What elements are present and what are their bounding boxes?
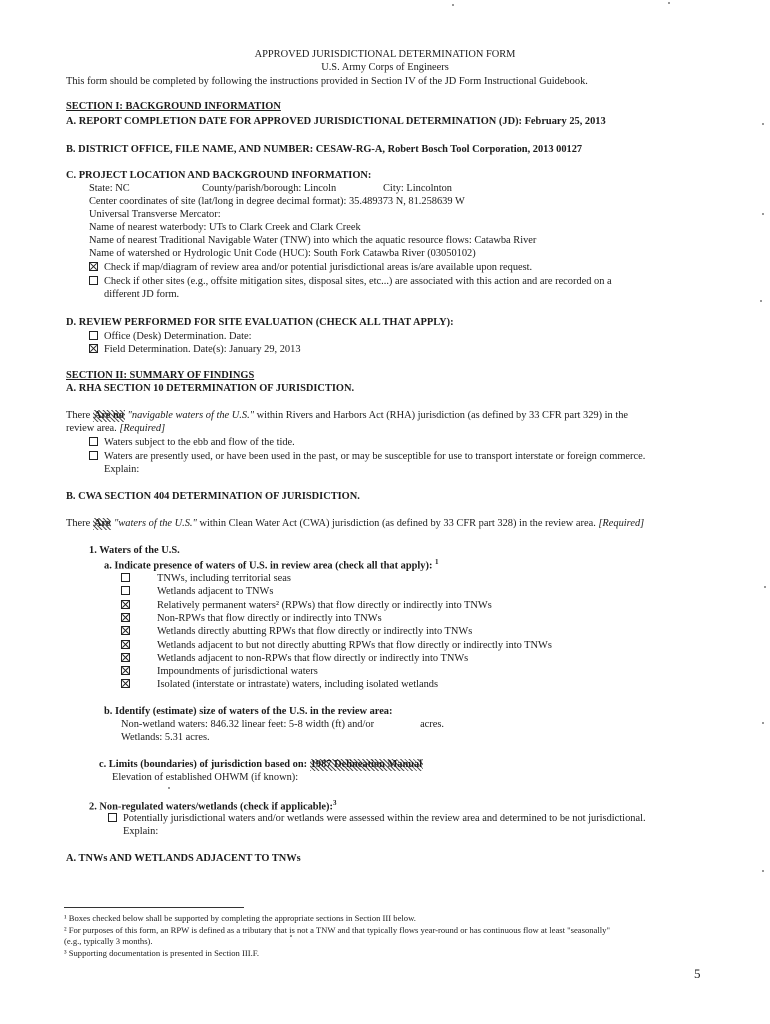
office-determination-label: Office (Desk) Determination. Date: [104,331,252,342]
scan-speck [762,722,764,724]
wetlands-acres: Wetlands: 5.31 acres. [121,732,210,743]
waters-type-row [121,600,492,612]
waters-type-label: Impoundments of jurisdictional waters [157,666,318,678]
rha-statement-rest: within Rivers and Harbors Act (RHA) jurisdiction (as defined by 33 CFR part 329) in the [254,410,629,421]
city-field: City: Lincolnton [383,183,452,194]
waters-type-label: Non-RPWs that flow directly or indirectly into TNWs [157,612,382,624]
footnote-ref-3: 3 [332,799,337,807]
waters-type-checkbox[interactable] [121,573,130,582]
cwa-choice-select[interactable]: Are [93,518,111,529]
rha-review-area: review area. [66,423,120,434]
waters-type-row [121,679,438,691]
rha-explain: Explain: [104,464,140,475]
rha-commerce-row [89,451,645,463]
indicate-presence-heading [104,558,439,573]
field-determination-row [89,344,301,356]
non-regulated-heading [89,799,336,814]
non-jurisdictional-row [108,813,646,825]
map-checkbox[interactable] [89,262,98,271]
other-sites-checkbox[interactable] [89,276,98,285]
field-determination-checkbox[interactable] [89,344,98,353]
delineation-manual-select[interactable]: 1987 Delineation Manual [310,759,423,770]
waters-type-row [121,586,273,598]
footnote-3: ³ Supporting documentation is presented in Section III.F. [64,948,259,958]
review-performed-heading: D. REVIEW PERFORMED FOR SITE EVALUATION (CHECK ALL THAT APPLY): [66,317,454,328]
waters-type-label: Wetlands adjacent to non-RPWs that flow directly or indirectly into TNWs [157,652,469,664]
waters-type-checkbox[interactable] [121,666,130,675]
non-wetland-acres-suffix: acres. [420,719,444,730]
waters-type-label: Wetlands adjacent to but not directly abutting RPWs that flow directly or indirectly into TNWs [157,639,552,651]
scan-speck [668,2,670,4]
rha-choice-select[interactable]: Are no [93,410,124,421]
waters-type-label: TNWs, including territorial seas [157,573,291,584]
section-2-heading: SECTION II: SUMMARY OF FINDINGS [66,370,255,381]
rha-navigable-waters: "navigable waters of the U.S." [124,410,255,421]
scan-speck [762,213,764,215]
rha-required: [Required] [119,423,166,434]
limits-label: c. Limits (boundaries) of jurisdiction based on: [99,759,310,770]
scan-speck [760,300,762,302]
scan-speck [762,123,764,125]
form-title: APPROVED JURISDICTIONAL DETERMINATION FORM [254,49,516,60]
identify-size-heading: b. Identify (estimate) size of waters of the U.S. in the review area: [104,706,393,717]
waters-type-row [121,653,468,665]
cwa-heading: B. CWA SECTION 404 DETERMINATION OF JURISDICTION. [66,491,360,502]
rha-statement [66,410,628,422]
rha-ebb-flow-row [89,437,295,449]
rha-ebb-flow-label: Waters subject to the ebb and flow of the tide. [104,437,295,448]
non-jurisdictional-checkbox[interactable] [108,813,117,822]
limits-of-jurisdiction [99,759,423,771]
footnote-ref-1: 1 [435,558,439,566]
scan-speck [452,4,454,6]
center-coordinates: Center coordinates of site (lat/long in degree decimal format): 35.489373 N, 81.258639 W [89,196,465,207]
waters-type-checkbox[interactable] [121,640,130,649]
cwa-statement-rest: within Clean Water Act (CWA) jurisdiction (as defined by 33 CFR part 328) in the review area. [196,518,599,529]
project-location-heading: C. PROJECT LOCATION AND BACKGROUND INFORMATION: [66,170,372,181]
scan-speck [762,870,764,872]
waters-type-checkbox[interactable] [121,613,130,622]
district-office-line [66,144,582,156]
cwa-there: There [66,518,93,529]
waters-type-row [121,613,382,625]
footnote-divider [64,907,244,908]
office-determination-row [89,331,252,343]
nearest-tnw: Name of nearest Traditional Navigable Water (TNW) into which the aquatic resource flows: Catawba River [89,235,537,246]
waters-type-row [121,573,291,585]
non-regulated-label: 2. Non-regulated waters/wetlands (check if applicable): [89,801,333,813]
rha-commerce-label: Waters are presently used, or have been used in the past, or may be susceptible for use to transport interstate or foreign commerce. [104,451,646,462]
form-instructions: This form should be completed by following the instructions provided in Section IV of the JD Form Instructional Guidebook. [66,76,588,87]
agency-name: U.S. Army Corps of Engineers [321,62,449,73]
office-determination-checkbox[interactable] [89,331,98,340]
waters-type-checkbox[interactable] [121,679,130,688]
field-determination-label: Field Determination. Date(s): January 29, 2013 [104,344,301,355]
cwa-required: [Required] [598,518,645,529]
indicate-presence-label: a. Indicate presence of waters of U.S. in review area (check all that apply): [104,560,436,572]
rha-commerce-checkbox[interactable] [89,451,98,460]
section-1-heading: SECTION I: BACKGROUND INFORMATION [66,101,281,112]
county-field: County/parish/borough: Lincoln [202,183,337,194]
report-completion-date: A. REPORT COMPLETION DATE FOR APPROVED JURISDICTIONAL DETERMINATION (JD): February 25, 2013 [66,116,606,127]
waters-type-label: Wetlands adjacent to TNWs [157,586,274,598]
non-jurisdictional-label: Potentially jurisdictional waters and/or wetlands were assessed within the review area and determined to be not jurisdictional. [123,813,646,824]
waters-type-label: Wetlands directly abutting RPWs that flow directly or indirectly into TNWs [157,626,473,638]
nearest-waterbody: Name of nearest waterbody: UTs to Clark Creek and Clark Creek [89,222,361,233]
scan-speck [764,586,766,588]
non-wetland-waters-value: Non-wetland waters: 846.32 linear feet: 5-8 width (ft) and/or [121,719,375,730]
waters-type-label: Relatively permanent waters² (RPWs) that flow directly or indirectly into TNWs [157,599,492,611]
tnw-wetlands-heading: A. TNWs AND WETLANDS ADJACENT TO TNWs [66,853,301,864]
rha-heading: A. RHA SECTION 10 DETERMINATION OF JURISDICTION. [66,383,355,394]
waters-type-checkbox[interactable] [121,653,130,662]
other-sites-label-cont: different JD form. [104,289,180,300]
watershed-huc: Name of watershed or Hydrologic Unit Code (HUC): South Fork Catawba River (03050102) [89,248,476,259]
other-sites-checkbox-row [89,276,612,288]
waters-type-checkbox[interactable] [121,586,130,595]
district-office-value: CESAW-RG-A, Robert Bosch Tool Corporation, 2013 00127 [315,144,583,155]
waters-type-checkbox[interactable] [121,626,130,635]
rha-statement-line2 [66,423,165,435]
scan-speck [168,787,170,789]
other-sites-checkbox-label: Check if other sites (e.g., offsite mitigation sites, disposal sites, etc...) are associated with this action and are recorded on a [104,276,612,287]
district-office-label: B. DISTRICT OFFICE, FILE NAME, AND NUMBER: [66,144,316,155]
footnote-2: ² For purposes of this form, an RPW is defined as a tributary that is not a TNW and that typically flows year-round or has continuous flow at least "seasonally" [64,925,610,935]
waters-type-label: Isolated (interstate or intrastate) waters, including isolated wetlands [157,679,439,691]
waters-of-us-heading: 1. Waters of the U.S. [89,545,180,556]
scan-speck [290,935,292,937]
footnote-2-cont: (e.g., typically 3 months). [64,936,153,946]
cwa-statement [66,518,644,530]
waters-type-row [121,666,318,678]
ohwm-elevation: Elevation of established OHWM (if known): [112,772,299,783]
waters-type-checkbox[interactable] [121,600,130,609]
waters-type-row [121,640,552,652]
map-checkbox-row [89,262,532,274]
rha-there: There [66,410,93,421]
state-field: State: NC [89,183,130,194]
utm-field: Universal Transverse Mercator: [89,209,221,220]
map-checkbox-label: Check if map/diagram of review area and/or potential jurisdictional areas is/are available upon request. [104,262,533,273]
non-regulated-explain: Explain: [123,826,159,837]
waters-type-row [121,626,472,638]
page-number: 5 [694,966,701,981]
footnote-1: ¹ Boxes checked below shall be supported by completing the appropriate sections in Section III below. [64,913,416,923]
cwa-waters-of-us: "waters of the U.S." [111,518,197,529]
non-wetland-waters [121,719,444,731]
rha-ebb-flow-checkbox[interactable] [89,437,98,446]
